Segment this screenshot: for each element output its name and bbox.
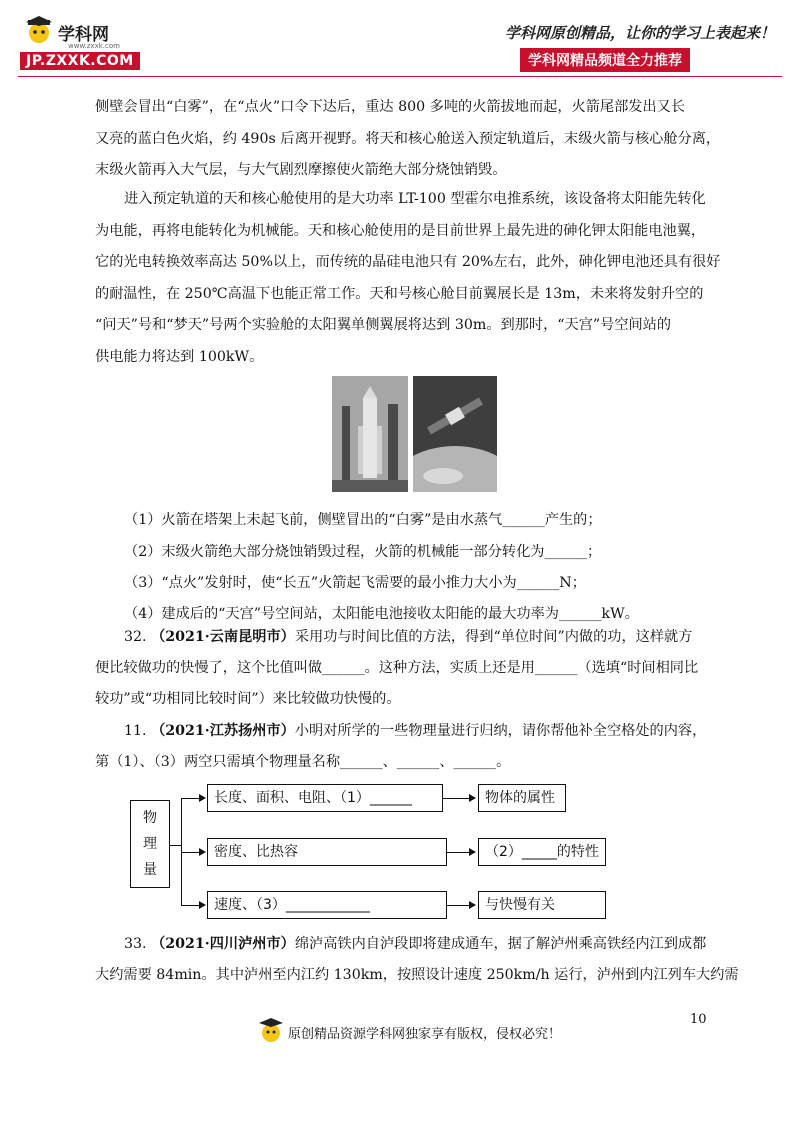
arrow-head-row2 (469, 848, 476, 856)
diagram-root-box (130, 800, 170, 888)
q11-source: （2021·江苏扬州市） (151, 723, 295, 739)
row3-right-box: 与快慢有关 (478, 891, 606, 919)
q32-number: 32. (124, 629, 147, 645)
paragraph1-line1: 侧壁会冒出“白雾”，在“点火”口令下达后，重达 800 多吨的火箭拔地而起，火箭尾部发出又长 (95, 99, 686, 115)
arrow-head-1 (199, 794, 206, 802)
q33-source: （2021·四川泸州市） (151, 936, 295, 952)
arrow-head-row3 (469, 901, 476, 909)
page-number: 10 (690, 1012, 707, 1027)
paragraph2-line5: “问天”号和“梦天”号两个实验舱的太阳翼单侧翼展将达到 30m。到那时，“天宫”号空间站的 (95, 317, 672, 333)
paragraph1-line3: 末级火箭再入大气层，与大气剧烈摩擦使火箭绝大部分烧蚀销毁。 (95, 162, 507, 178)
q11-text: 小明对所学的一些物理量进行归纳，请你帮他补全空格处的内容， (294, 723, 707, 739)
q33-line2: 大约需要 84min。其中泸州至内江约 130km，按照设计速度 250km/h 运行，泸州到内江列车大约需 (95, 967, 739, 983)
branch-arrow-1 (181, 798, 201, 799)
q32-source: （2021·云南昆明市） (151, 629, 295, 645)
branch-arrow-3 (181, 905, 201, 906)
paragraph2-line2: 为电能，再将电能转化为机械能。天和核心舱使用的是目前世界上最先进的砷化钾太阳能电池翼， (95, 223, 706, 239)
row1-left-box: 长度、面积、电阻、（1）______ (207, 784, 443, 812)
q32-line3: 较功”或“功相同比较时间”）来比较做功快慢的。 (95, 691, 401, 707)
arrow-head-2 (199, 848, 206, 856)
branch-arrow-2 (181, 852, 201, 853)
row1-link (443, 798, 471, 799)
logo-mascot-icon (24, 16, 54, 46)
diagram-root-char-1: 物 (143, 810, 157, 826)
paragraph2-line6: 供电能力将达到 100kW。 (95, 349, 264, 365)
question-2: （2）末级火箭绝大部分烧蚀销毁过程，火箭的机械能一部分转化为______； (124, 544, 602, 560)
paragraph2-line3: 它的光电转换效率高达 50%以上，而传统的晶硅电池只有 20%左右，此外，砷化钾电池还具有很好 (95, 254, 721, 270)
q33-line1 (124, 933, 706, 955)
row2-left-box: 密度、比热容 (207, 838, 447, 866)
header-slogan: 学科网原创精品，让你的学习上表起来！ (505, 24, 776, 42)
row1-right-box: 物体的属性 (478, 784, 566, 812)
logo-bar: JP.ZXXK.COM (20, 52, 140, 70)
q11-line2: 第（1）、（3）两空只需填个物理量名称______、______、______。 (95, 754, 511, 770)
paragraph2-line1: 进入预定轨道的天和核心舱使用的是大功率 LT-100 型霍尔电推系统，该设备将太阳能先转化 (124, 191, 706, 207)
row2-right-box: （2）_____的特性 (478, 838, 606, 866)
footer-mascot-icon (258, 1018, 284, 1044)
paragraph2-line4: 的耐温性，在 250℃高温下也能正常工作。天和号核心舱目前翼展长是 13m，未来将发射升空的 (95, 286, 704, 302)
logo-text: 学科网 (58, 25, 109, 45)
paragraph1-line2: 又亮的蓝白色火焰，约 490s 后离开视野。将天和核心舱送入预定轨道后，末级火箭与核心舱分离， (95, 131, 721, 147)
space-station-photo (413, 376, 497, 492)
q32-line2: 便比较做功的快慢了，这个比值叫做______。这种方法，实质上还是用______（选填“时间相同比 (95, 660, 699, 676)
q33-text: 绵泸高铁内自泸段即将建成通车，据了解泸州乘高铁经内江到成都 (294, 936, 707, 952)
q32-line1 (124, 626, 692, 648)
header-promo[interactable]: 学科网精品频道全力推荐 (520, 48, 690, 72)
row2-link (447, 852, 471, 853)
rocket-launch-photo (332, 376, 408, 492)
diagram-root-char-3: 量 (143, 862, 157, 878)
q33-number: 33. (124, 936, 147, 952)
header-divider (18, 76, 782, 77)
arrow-head-row1 (469, 794, 476, 802)
row3-left-box: 速度、（3）____________ (207, 891, 447, 919)
arrow-head-3 (199, 901, 206, 909)
q11-number: 11. (124, 723, 147, 739)
diagram-root-char-2: 理 (143, 836, 157, 852)
question-1: （1）火箭在塔架上未起飞前，侧壁冒出的“白雾”是由水蒸气______产生的； (124, 512, 602, 528)
q11-line1 (124, 720, 706, 742)
footer-copyright: 原创精品资源学科网独家享有版权，侵权必究！ (288, 1027, 562, 1042)
question-3: （3）“点火”发射时，使“长五”火箭起飞需要的最小推力大小为______N； (124, 575, 586, 591)
header-logo[interactable] (20, 14, 160, 74)
q32-text: 采用功与时间比值的方法，得到“单位时间”内做的功，这样就方 (294, 629, 693, 645)
question-4: （4）建成后的“天宫”号空间站，太阳能电池接收太阳能的最大功率为______kW。 (124, 606, 639, 622)
row3-link (447, 905, 471, 906)
logo-site: www.zxxk.com (68, 42, 120, 50)
